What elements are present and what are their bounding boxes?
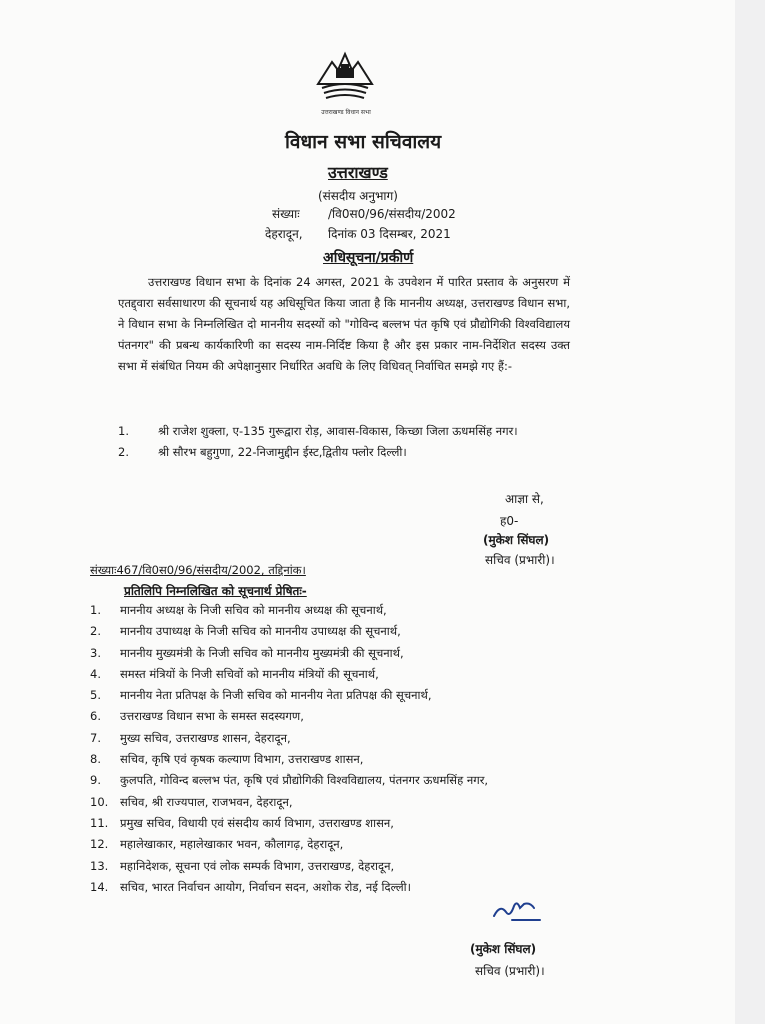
signatory-designation: सचिव (प्रभारी)। xyxy=(485,553,555,567)
member-number: 2. xyxy=(118,445,129,459)
item-number: 7. xyxy=(90,730,101,745)
notice-title: अधिसूचना/प्रकीर्ण xyxy=(323,250,414,266)
copy-recipient-item xyxy=(90,752,570,773)
item-number: 8. xyxy=(90,752,101,767)
member-item: श्री राजेश शुक्ला, ए-135 गुरूद्वारा रोड़, आवास-विकास, किच्छा जिला ऊधमसिंह नगर। xyxy=(158,424,518,438)
item-text: समस्त मंत्रियों के निजी सचिवों को माननीय मंत्रियों की सूचनार्थ, xyxy=(120,666,379,681)
signatory-name-2: (मुकेश सिंघल) xyxy=(470,942,537,956)
emblem-icon xyxy=(314,44,376,104)
issue-date: दिनांक 03 दिसम्बर, 2021 xyxy=(328,227,451,241)
handwritten-signature xyxy=(490,898,550,924)
item-number: 14. xyxy=(90,879,109,894)
item-text: कुलपति, गोविन्द बल्लभ पंत, कृषि एवं प्रौद्योगिकी विश्वविद्यालय, पंतनगर ऊधमसिंह नगर, xyxy=(120,773,489,788)
item-number: 6. xyxy=(90,709,101,724)
copy-recipient-item xyxy=(90,624,570,645)
item-number: 1. xyxy=(90,603,101,617)
item-text: माननीय मुख्यमंत्री के निजी सचिव को माननीय मुख्यमंत्री की सूचनार्थ, xyxy=(120,645,404,660)
copy-recipient-item xyxy=(90,603,570,624)
item-text: प्रमुख सचिव, विधायी एवं संसदीय कार्य विभाग, उत्तराखण्ड शासन, xyxy=(120,815,394,830)
item-text: माननीय नेता प्रतिपक्ष के निजी सचिव को माननीय नेता प्रतिपक्ष की सूचनार्थ, xyxy=(120,688,432,703)
item-number: 3. xyxy=(90,645,101,660)
item-number: 5. xyxy=(90,688,101,703)
item-text: सचिव, भारत निर्वाचन आयोग, निर्वाचन सदन, अशोक रोड, नई दिल्ली। xyxy=(120,879,411,894)
copy-recipient-item xyxy=(90,688,570,709)
item-number: 11. xyxy=(90,815,109,830)
item-text: माननीय अध्यक्ष के निजी सचिव को माननीय अध्यक्ष की सूचनार्थ, xyxy=(120,603,387,617)
state-title: उत्तराखण्ड xyxy=(328,163,388,182)
copy-intro: प्रतिलिपि निम्नलिखित को सूचनार्थ प्रेषितः- xyxy=(124,584,307,598)
item-number: 12. xyxy=(90,837,109,852)
place-label: देहरादून, xyxy=(265,227,303,241)
copy-recipient-item xyxy=(90,709,570,730)
item-text: महालेखाकार, महालेखाकार भवन, कौलागढ़, देहरादून, xyxy=(120,837,344,852)
item-number: 13. xyxy=(90,858,109,873)
background-margin xyxy=(735,0,765,1024)
copy-recipient-item xyxy=(90,646,570,667)
item-text: मुख्य सचिव, उत्तराखण्ड शासन, देहरादून, xyxy=(120,730,291,745)
copy-recipient-item xyxy=(90,859,570,880)
item-text: उत्तराखण्ड विधान सभा के समस्त सदस्यगण, xyxy=(120,709,304,724)
item-text: महानिदेशक, सूचना एवं लोक सम्पर्क विभाग, उत्तराखण्ड, देहरादून, xyxy=(120,858,395,873)
section-name: (संसदीय अनुभाग) xyxy=(318,189,398,203)
item-number: 9. xyxy=(90,773,101,788)
by-order-text: आज्ञा से, xyxy=(505,492,544,506)
emblem-caption: उत्तराखण्ड विधान सभा xyxy=(321,109,371,116)
member-number: 1. xyxy=(118,424,129,438)
item-number: 10. xyxy=(90,794,109,809)
signatory-name: (मुकेश सिंघल) xyxy=(483,533,550,547)
copy-recipient-item xyxy=(90,731,570,752)
signed-mark: ह0- xyxy=(500,514,519,528)
copy-recipient-item xyxy=(90,795,570,816)
copy-recipient-list xyxy=(90,603,570,901)
copy-recipient-item xyxy=(90,837,570,858)
copy-ref-number: संख्याः467/वि0स0/96/संसदीय/2002, तद्दिनांक। xyxy=(90,563,306,577)
ref-number: /वि0स0/96/संसदीय/2002 xyxy=(328,207,456,221)
notice-paragraph: उत्तराखण्ड विधान सभा के दिनांक 24 अगस्त, 2021 के उपवेशन में पारित प्रस्ताव के अनुसरण में एतद्द्वारा सर्वसाधारण की सूचनार्थ यह अधिसूचित किया जाता है कि माननीय अध्यक्ष, उत्तराखण्ड विधान सभा, ने विधान सभा के निम्नलिखित दो माननीय सदस्यों को "गोविन्द बल्लभ पंत कृषि एवं प्रौद्योगिकी विश्वविद्यालय पंतनगर" की प्रबन्ध कार्यकारिणी का सदस्य नाम-निर्दिष्ट किया है और इस प्रकार नाम-निर्देशित सदस्य उक्त सभा में संबंधित नियम की अपेक्षानुसार निर्धारित अवधि के लिए विधिवत् निर्वाचित समझे गए हैं:- xyxy=(118,275,570,373)
copy-recipient-item xyxy=(90,667,570,688)
copy-recipient-item xyxy=(90,773,570,794)
copy-recipient-item xyxy=(90,816,570,837)
member-item: श्री सौरभ बहुगुणा, 22-निजामुद्दीन ईस्ट,द्वितीय फ्लोर दिल्ली। xyxy=(158,445,407,459)
item-text: सचिव, कृषि एवं कृषक कल्याण विभाग, उत्तराखण्ड शासन, xyxy=(120,752,364,767)
signatory-designation-2: सचिव (प्रभारी)। xyxy=(475,964,545,978)
item-text: माननीय उपाध्यक्ष के निजी सचिव को माननीय उपाध्यक्ष की सूचनार्थ, xyxy=(120,624,401,639)
item-number: 2. xyxy=(90,624,101,639)
item-text: सचिव, श्री राज्यपाल, राजभवन, देहरादून, xyxy=(120,794,293,809)
ref-label: संख्याः xyxy=(272,207,300,221)
office-title: विधान सभा सचिवालय xyxy=(285,131,442,153)
item-number: 4. xyxy=(90,666,101,681)
